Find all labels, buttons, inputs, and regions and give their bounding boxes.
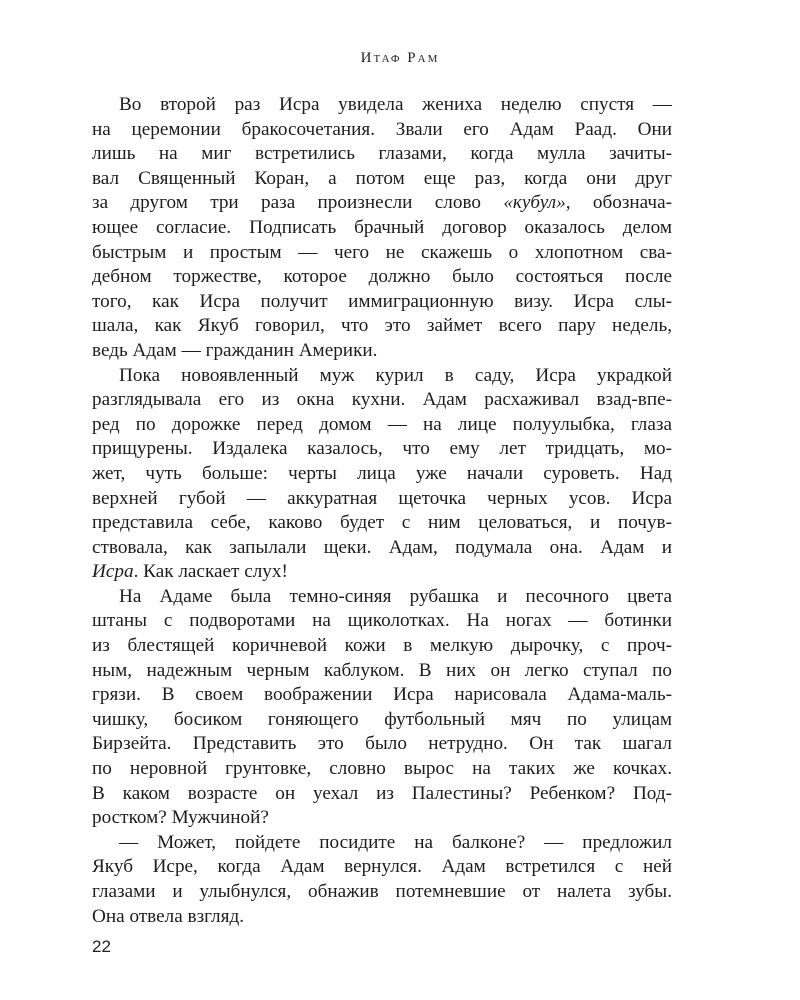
text-line: верхней губой — аккуратная щеточка черных усов. Исра	[92, 487, 672, 509]
text-line: за другом три раза произнесли слово «кубул», обознача-	[92, 192, 672, 214]
text-line: ным, надежным черным каблуком. В них он легко ступал по	[92, 659, 672, 681]
text-line: дебном торжестве, которое должно было состояться после	[92, 266, 672, 288]
body-text	[92, 93, 672, 929]
text-line: представила себе, каково будет с ним целоваться, и почув-	[92, 512, 672, 534]
text-line: глазами и улыбнулся, обнажив потемневшие от налета зубы.	[92, 881, 672, 902]
text-line: Она отвела взгляд.	[92, 905, 245, 927]
text-line: из блестящей коричневой кожи в мелкую дырочку, с проч-	[92, 635, 672, 657]
text-line: ющее согласие. Подписать брачный договор оказалось делом	[92, 216, 672, 238]
text-line: прищурены. Издалека казалось, что ему лет тридцать, мо-	[92, 438, 672, 460]
text-line: Во второй раз Исра увидела жениха неделю спустя —	[119, 94, 672, 115]
text-line: чишку, босиком гоняющего футбольный мяч по улицам	[92, 708, 672, 730]
page-number: 22	[92, 937, 111, 956]
text-line: шала, как Якуб говорил, что это займет всего пару недель,	[92, 315, 672, 337]
text-line: Исра. Как ласкает слух!	[92, 561, 288, 583]
text-line: грязи. В своем воображении Исра нарисовала Адама-маль-	[92, 684, 672, 706]
text-line: разглядывала его из окна кухни. Адам расхаживал взад-впе-	[92, 389, 672, 411]
text-line: на церемонии бракосочетания. Звали его Адам Раад. Они	[92, 118, 672, 140]
text-line: ростком? Мужчиной?	[92, 807, 269, 829]
text-line: ред по дорожке перед домом — на лице полуулыбка, глаза	[92, 413, 672, 435]
text-line: быстрым и простым — чего не скажешь о хлопотном сва-	[92, 241, 672, 263]
text-line: Пока новоявленный муж курил в саду, Исра украдкой	[119, 364, 672, 386]
text-line: В каком возрасте он уехал из Палестины? Ребенком? Под-	[92, 782, 672, 804]
text-line: ствовала, как запылали щеки. Адам, подумала она. Адам и	[92, 536, 672, 558]
text-line: лишь на миг встретились глазами, когда мулла зачиты-	[92, 143, 672, 165]
text-line: Якуб Исре, когда Адам вернулся. Адам встретился с ней	[92, 856, 672, 878]
text-line: по неровной грунтовке, словно вырос на таких же кочках.	[92, 758, 672, 780]
text-line: На Адаме была темно-синяя рубашка и песочного цвета	[119, 585, 672, 607]
text-line: жет, чуть больше: черты лица уже начали суроветь. Над	[92, 462, 672, 484]
text-line: ведь Адам — гражданин Америки.	[92, 339, 378, 361]
running-head: Итаф Рам	[360, 50, 440, 66]
text-line: вал Священный Коран, а потом еще раз, когда они друг	[92, 167, 672, 189]
text-line: штаны с подворотами на щиколотках. На ногах — ботинки	[92, 610, 672, 632]
text-line: того, как Исра получит иммиграционную визу. Исра слы-	[92, 290, 672, 312]
text-line: — Может, пойдете посидите на балконе? — предложил	[119, 831, 672, 853]
text-line: Бирзейта. Представить это было нетрудно. Он так шагал	[92, 733, 672, 755]
